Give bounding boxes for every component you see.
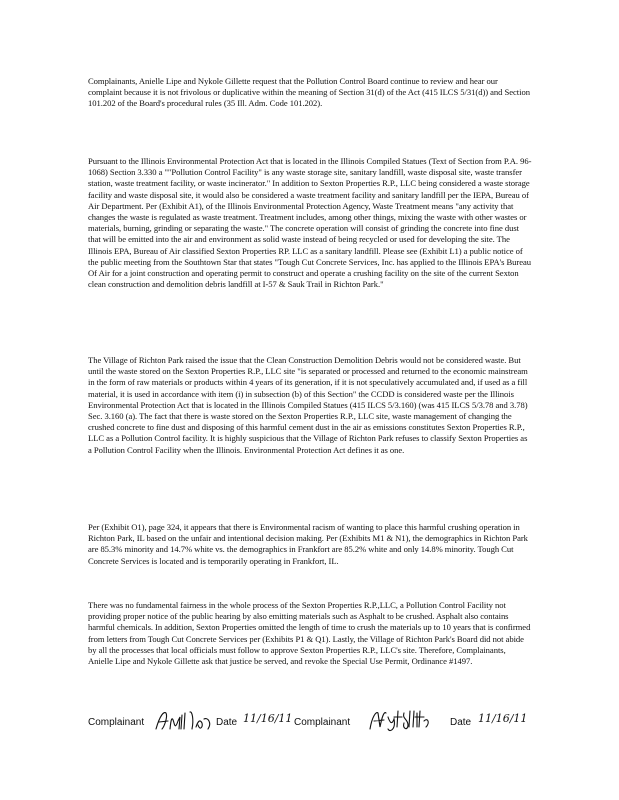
complainant-label-1: Complainant: [88, 717, 145, 728]
signature-nykole-gillette: [368, 707, 432, 733]
date-value-2: 11/16/11: [478, 712, 528, 725]
complainant-label-2: Complainant: [294, 717, 351, 728]
date-value-1: 11/16/11: [243, 712, 293, 725]
paragraph-environmental-racism: Per (Exhibit O1), page 324, it appears that there is Environmental racism of wanting to place this harmful crushing operation in Richton Park, IL based on the unfair and intentional decision making. Per (Exhibits M1 & N1), the demographics in Richton Park are 85.3% minority and 14.7% white vs. the demographics in Frankfort are 85.2% white and only 14.8% minority. Tough Cut Concrete Services is located and is temporarily operating in Frankfort, IL.: [88, 522, 528, 566]
date-label-2: Date: [450, 717, 472, 728]
paragraph-ccdd-waste: The Village of Richton Park raised the issue that the Clean Construction Demolition Debris would not be considered waste. But until the waste stored on the Sexton Properties R.P., LLC site "is separated or processed and returned to the economic mainstream in the form of raw materials or products within 4 years of its generation, if it is not speculatively accumulated and, if used as a fill material, it is used in accordance with item (i) in subsection (b) of this Section" the CCDD is considered waste per the Illinois Environmental Protection Act that is located in the Illinois Compiled Statues (415 ILCS 5/3.160) (was 415 ILCS 5/3.78 and 3.78) Sec. 3.160 (a). The fact that there is waste stored on the Sexton Properties R.P., LLC site, waste management of changing the crushed concrete to fine dust and disposing of this harmful cement dust in the air as emissions constitutes Sexton Properties R.P., LLC as a Pollution Control facility. It is highly suspicious that the Village of Richton Park refuses to classify Sexton Properties as a Pollution Control Facility when the Illinois. Environmental Protection Act defines it as one.: [88, 355, 528, 455]
paragraph-pollution-control-facility: Pursuant to the Illinois Environmental Protection Act that is located in the Illinois Compiled Statues (Text of Section from P.A. 96-1068) Section 3.330 a ""Pollution Control Facility" is any waste storage site, sanitary landfill, waste disposal site, waste transfer station, waste treatment facility, or waste incinerator." In addition to Sexton Properties R.P., LLC being considered a waste storage facility and waste disposal site, it would also be considered a waste treatment facility and sanitary landfill per the IEPA, Bureau of Air Department. Per (Exhibit A1), of the Illinois Environmental Protection Agency, Waste Treatment means "any activity that changes the waste is regulated as waste treatment. Treatment includes, among other things, mixing the waste with other wastes or materials, burning, grinding or separating the waste." The concrete operation will consist of grinding the concrete into fine dust that will be emitted into the air and environment as solid waste instead of being recycled or used for developing the site. The Illinois EPA, Bureau of Air classified Sexton Properties RP. LLC as a sanitary landfill. Please see (Exhibit L1) a public notice of the public meeting from the Southtown Star that states "Tough Cut Concrete Services, Inc. has applied to the Illinois EPA's Bureau Of Air for a joint construction and operating permit to construct and operate a crushing facility on the site of the current Sexton clean construction and demolition debris landfill at I-57 & Sauk Trail in Richton Park.": [88, 156, 532, 290]
date-label-1: Date: [216, 717, 238, 728]
paragraph-request: Complainants, Anielle Lipe and Nykole Gillette request that the Pollution Control Board continue to review and hear our complaint because it is not frivolous or duplicative within the meaning of Section 31(d) of the Act (415 ILCS 5/31(d)) and Section 101.202 of the Board's procedural rules (35 Ill. Adm. Code 101.202).: [88, 76, 530, 109]
paragraph-fundamental-fairness: There was no fundamental fairness in the whole process of the Sexton Properties R.P.,LLC, a Pollution Control Facility not providing proper notice of the public hearing by also emitting materials such as Asphalt to be crushed. Asphalt also contains harmful chemicals. In addition, Sexton Properties omitted the length of time to crush the materials up to 10 years that is confirmed from letters from Tough Cut Concrete Services per (Exhibits P1 & Q1). Lastly, the Village of Richton Park's Board did not abide by all the processes that local officials must follow to approve Sexton Properties R.P., LLC's site. Therefore, Complainants, Anielle Lipe and Nykole Gillette ask that justice be served, and revoke the Special Use Permit, Ordinance #1497.: [88, 600, 531, 667]
signature-anielle-lipe: [154, 709, 216, 733]
signature-line: [88, 713, 608, 739]
